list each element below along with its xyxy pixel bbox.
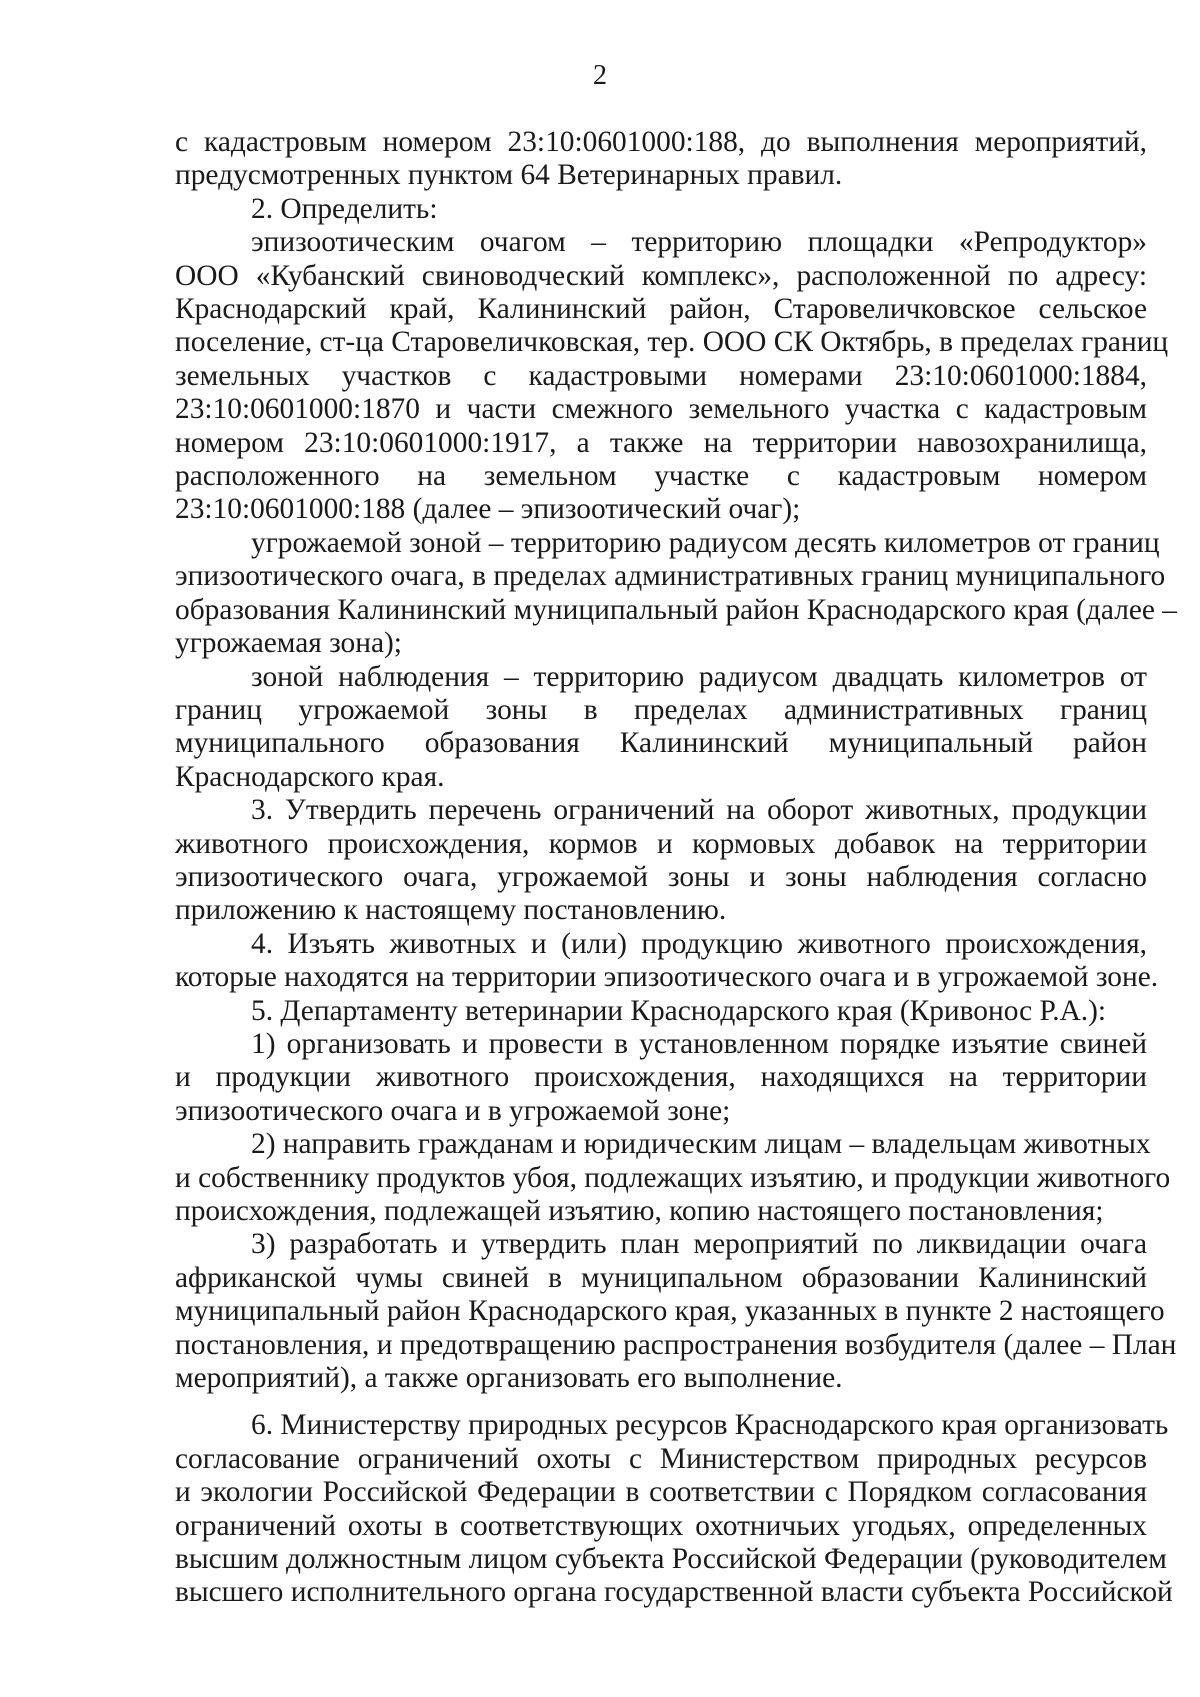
text-line: африканской чумы свиней в муниципальном образовании Калининский: [175, 1261, 1147, 1294]
text-line: 1) организовать и провести в установленном порядке изъятие свиней: [251, 1027, 1147, 1060]
text-line: эпизоотического очага, угрожаемой зоны и зоны наблюдения согласно: [175, 860, 1147, 893]
text-line: 2) направить гражданам и юридическим лицам – владельцам животных: [251, 1128, 1151, 1161]
text-line: и собственнику продуктов убоя, подлежащих изъятию, и продукции животного: [175, 1161, 1171, 1194]
text-line: муниципальный район Краснодарского края, указанных в пункте 2 настоящего: [175, 1295, 1165, 1328]
text-line: эпизоотическим очагом – территорию площадки «Репродуктор»: [251, 226, 1147, 259]
paragraph-gap: [175, 1395, 1147, 1409]
text-line: высшим должностным лицом субъекта Российской Федерации (руководителем: [175, 1543, 1167, 1576]
text-line: 23:10:0601000:1870 и части смежного земельного участка с кадастровым: [175, 393, 1147, 426]
text-line: земельных участков с кадастровыми номерами 23:10:0601000:1884,: [175, 359, 1147, 392]
text-line: которые находятся на территории эпизоотического очага и в угрожаемой зоне.: [175, 961, 1159, 994]
text-line: приложению к настоящему постановлению.: [175, 894, 727, 927]
text-line: 5. Департаменту ветеринарии Краснодарского края (Кривонос Р.А.):: [251, 994, 1107, 1027]
text-line: 2. Определить:: [251, 192, 438, 225]
text-line: высшего исполнительного органа государственной власти субъекта Российской: [175, 1576, 1173, 1609]
text-line: 6. Министерству природных ресурсов Краснодарского края организовать: [251, 1409, 1169, 1442]
text-line: Краснодарский край, Калининский район, Старовеличковское сельское: [175, 293, 1147, 326]
text-line: 3. Утвердить перечень ограничений на оборот животных, продукции: [251, 794, 1147, 827]
text-line: и экологии Российской Федерации в соответствии с Порядком согласования: [175, 1476, 1147, 1509]
text-line: номером 23:10:0601000:1917, а также на территории навозохранилища,: [175, 426, 1147, 459]
text-line: образования Калининский муниципальный район Краснодарского края (далее –: [175, 593, 1177, 626]
text-line: 3) разработать и утвердить план мероприятий по ликвидации очага: [251, 1228, 1147, 1261]
text-line: мероприятий), а также организовать его выполнение.: [175, 1362, 843, 1395]
text-line: 4. Изъять животных и (или) продукцию животного происхождения,: [251, 927, 1147, 960]
text-line: эпизоотического очага, в пределах административных границ муниципального: [175, 560, 1166, 593]
text-line: согласование ограничений охоты с Министерством природных ресурсов: [175, 1442, 1147, 1475]
text-line: угрожаемая зона);: [175, 627, 402, 660]
text-line: происхождения, подлежащей изъятию, копию настоящего постановления;: [175, 1195, 1104, 1227]
text-line: зоной наблюдения – территорию радиусом двадцать километров от: [251, 660, 1147, 693]
text-line: и продукции животного происхождения, находящихся на территории: [175, 1061, 1147, 1094]
text-line: поселение, ст-ца Старовеличковская, тер. ООО СК Октябрь, в пределах границ: [175, 326, 1169, 359]
text-line: 23:10:0601000:188 (далее – эпизоотический очаг);: [175, 493, 801, 526]
text-line: эпизоотического очага и в угрожаемой зоне;: [175, 1094, 731, 1127]
text-line: предусмотренных пунктом 64 Ветеринарных правил.: [175, 159, 843, 192]
page-number: 2: [593, 60, 607, 91]
text-line: ООО «Кубанский свиноводческий комплекс», расположенной по адресу:: [175, 259, 1147, 292]
text-line: с кадастровым номером 23:10:0601000:188, до выполнения мероприятий,: [175, 126, 1147, 158]
text-line: Краснодарского края.: [175, 760, 445, 793]
text-line: границ угрожаемой зоны в пределах административных границ: [175, 693, 1147, 726]
text-line: постановления, и предотвращению распространения возбудителя (далее – План: [175, 1328, 1177, 1361]
text-line: животного происхождения, кормов и кормовых добавок на территории: [175, 827, 1147, 860]
text-line: расположенного на земельном участке с кадастровым номером: [175, 460, 1147, 493]
document-body: [175, 126, 1177, 1610]
text-line: угрожаемой зоной – территорию радиусом десять километров от границ: [251, 526, 1160, 559]
text-line: муниципального образования Калининский муниципальный район: [175, 727, 1147, 760]
text-line: ограничений охоты в соответствующих охотничьих угодьях, определенных: [175, 1509, 1147, 1542]
